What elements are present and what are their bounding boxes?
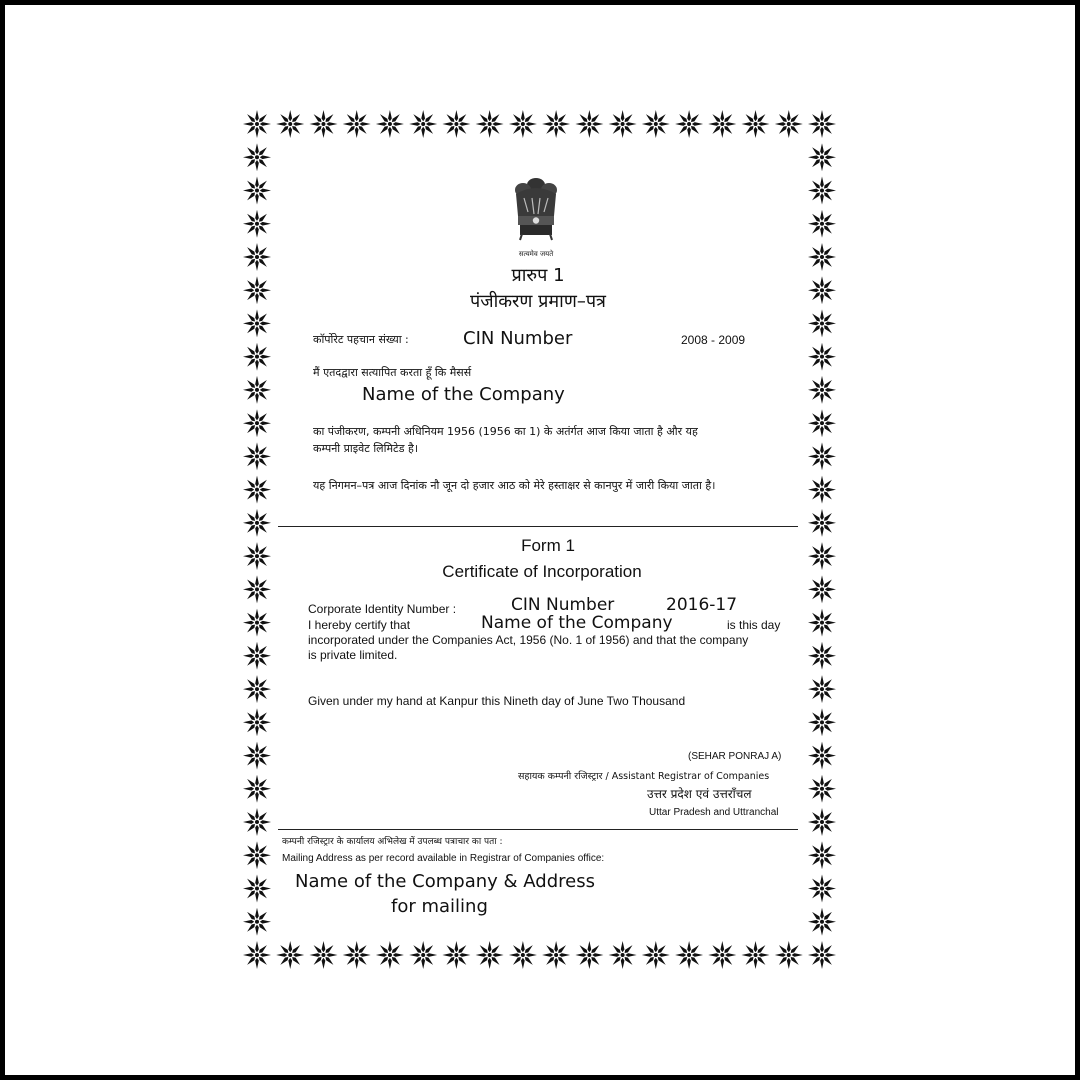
english-cin-value: CIN Number	[511, 595, 615, 615]
hindi-cin-value: CIN Number	[463, 328, 573, 349]
signatory-state-english: Uttar Pradesh and Uttranchal	[649, 807, 779, 818]
english-year: 2016-17	[666, 595, 738, 615]
mailing-address-line2: for mailing	[391, 896, 488, 917]
english-incorporated-line: incorporated under the Companies Act, 1956 (No. 1 of 1956) and that the company	[308, 633, 749, 647]
mailing-label-english: Mailing Address as per record available in Registrar of Companies office:	[282, 853, 605, 864]
mailing-divider	[278, 829, 798, 830]
mailing-label-hindi: कम्पनी रजिस्ट्रार के कार्यालय अभिलेख में उपलब्ध पत्राचार का पता :	[282, 837, 503, 847]
english-is-this-day: is this day	[727, 618, 781, 632]
english-certificate-title: Certificate of Incorporation	[442, 562, 642, 581]
hindi-year: 2008 - 2009	[681, 333, 746, 347]
signatory-designation: सहायक कम्पनी रजिस्ट्रार / Assistant Registrar of Companies	[518, 771, 770, 782]
english-cin-label: Corporate Identity Number :	[308, 602, 457, 616]
mailing-address-line1: Name of the Company & Address	[295, 871, 595, 892]
hindi-registration-line1: का पंजीकरण, कम्पनी अधिनियम 1956 (1956 का 1) के अतंर्गत आज किया जाता है और यह	[313, 425, 698, 438]
english-private-line: is private limited.	[308, 648, 398, 662]
signatory-state-hindi: उत्तर प्रदेश एवं उत्तरॉंचल	[647, 787, 752, 801]
english-company-name: Name of the Company	[481, 613, 673, 633]
emblem-motto: सत्यमेव जयते	[518, 250, 554, 258]
hindi-certificate-title: पंजीकरण प्रमाण–पत्र	[469, 291, 607, 312]
hindi-company-name: Name of the Company	[362, 384, 565, 405]
hindi-issue-text: यह निगमन–पत्र आज दिनांक नौ जून दो हजार आठ को मेरे हस्ताक्षर से कानपुर में जारी किया जाता है।	[313, 479, 716, 492]
english-given-text: Given under my hand at Kanpur this Nineth day of June Two Thousand	[308, 694, 686, 708]
section-divider	[278, 526, 798, 527]
state-emblem-icon	[506, 176, 566, 260]
hindi-certify-text: मैं एतदद्वारा सत्यापित करता हूँ कि मैसर्स	[313, 366, 472, 379]
hindi-cin-label: कॉर्पोरेट पहचान संख्या :	[313, 333, 409, 346]
english-form-title: Form 1	[521, 536, 575, 555]
signatory-name: (SEHAR PONRAJ A)	[688, 751, 782, 762]
english-certify-label: I hereby certify that	[308, 618, 411, 632]
hindi-registration-line2: कम्पनी प्राइवेट लिमिटेड है।	[313, 442, 418, 455]
hindi-form-title: प्रारुप 1	[511, 265, 565, 286]
